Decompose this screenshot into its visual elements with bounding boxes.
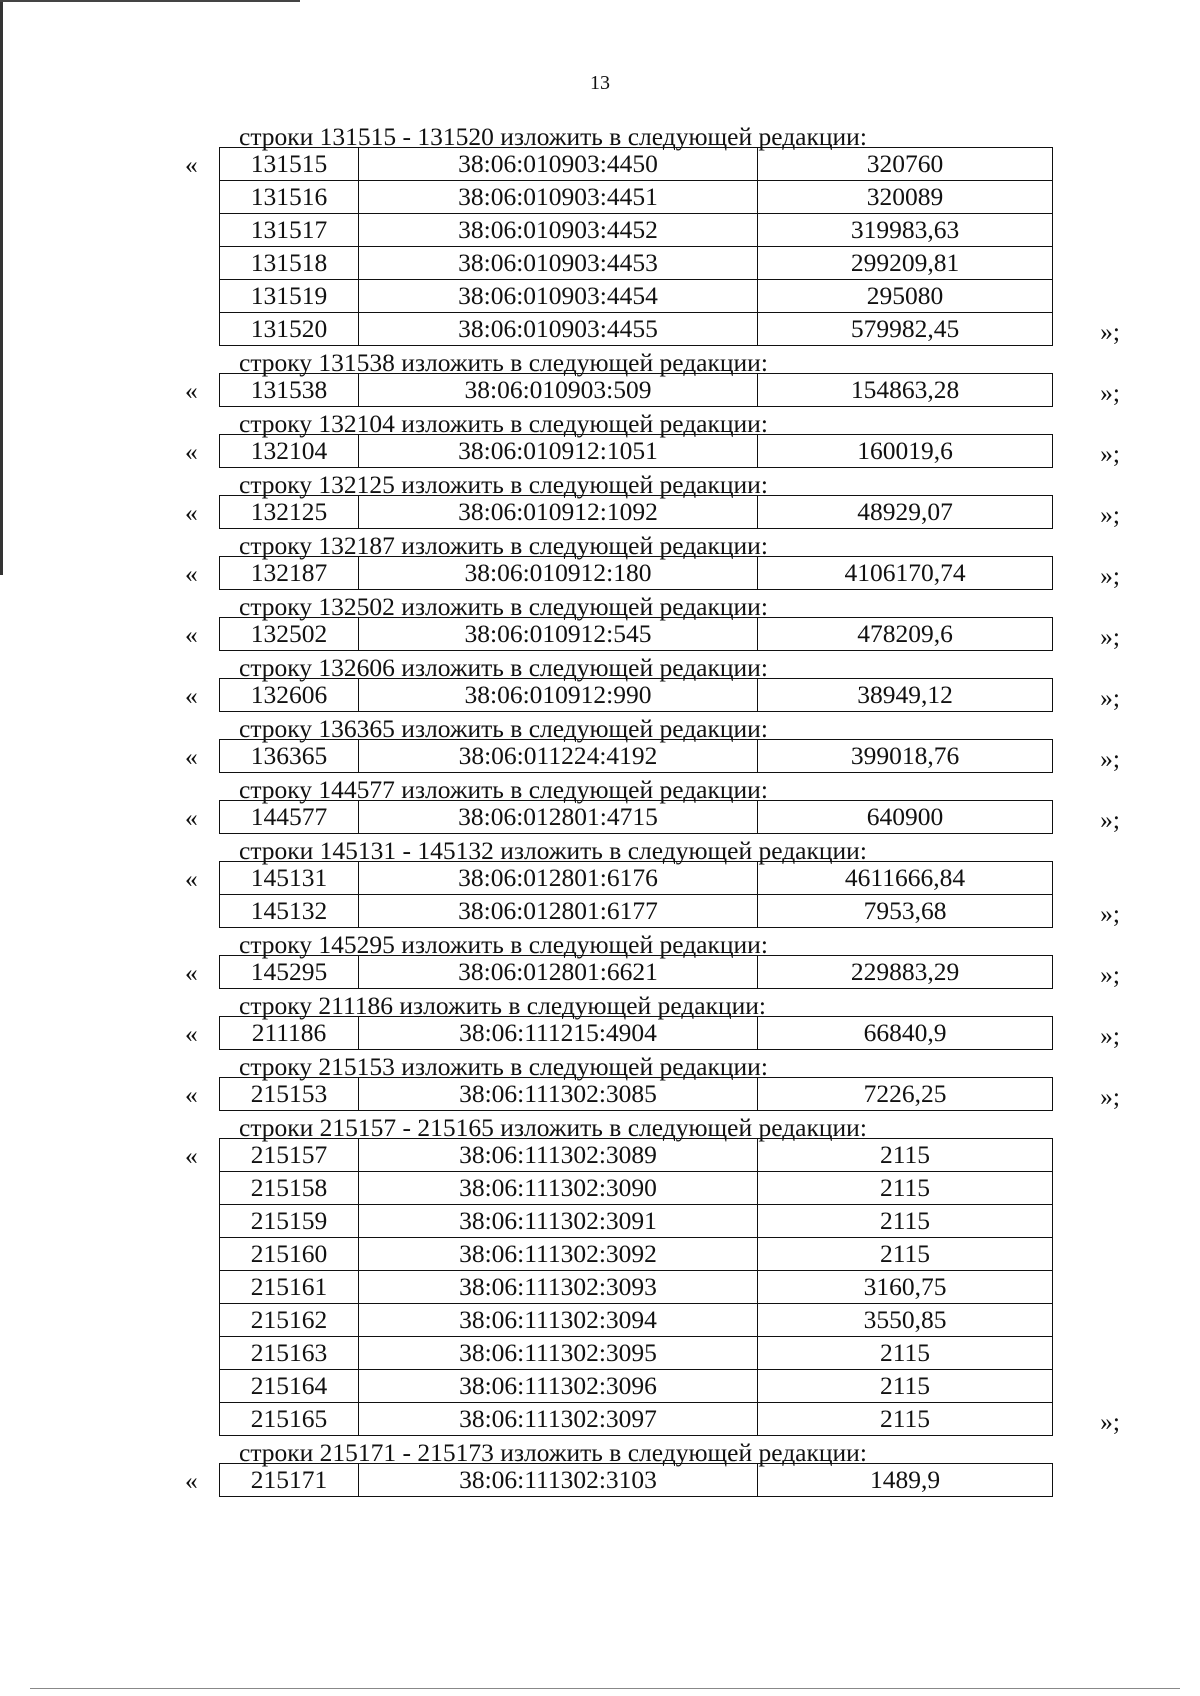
amendment-heading: строку 132187 изложить в следующей редакции:	[239, 531, 768, 560]
table-row	[220, 280, 1053, 313]
amendment-block	[185, 773, 1120, 834]
row-number-cell: 131520	[220, 313, 359, 346]
close-quote: »;	[1100, 1082, 1120, 1111]
close-quote: »;	[1100, 561, 1120, 590]
open-quote: «	[185, 1466, 198, 1495]
amendment-table-wrap	[185, 495, 1120, 529]
cadastral-number-cell: 38:06:111302:3093	[359, 1271, 758, 1304]
cadastral-number-cell: 38:06:012801:4715	[359, 801, 758, 834]
amendment-heading: строку 215153 изложить в следующей редакции:	[239, 1052, 768, 1081]
cadastral-number-cell: 38:06:010903:4452	[359, 214, 758, 247]
amendment-heading: строки 215157 - 215165 изложить в следующей редакции:	[239, 1113, 867, 1142]
amendment-table-wrap	[185, 1463, 1120, 1497]
row-number-cell: 131538	[220, 374, 359, 407]
amendment-table	[219, 147, 1053, 346]
amendment-table	[219, 861, 1053, 928]
value-cell: 160019,6	[758, 435, 1053, 468]
cadastral-number-cell: 38:06:111302:3089	[359, 1139, 758, 1172]
amendment-heading: строку 136365 изложить в следующей редакции:	[239, 714, 768, 743]
close-quote: »;	[1100, 960, 1120, 989]
close-quote: »;	[1100, 683, 1120, 712]
cadastral-number-cell: 38:06:010903:4454	[359, 280, 758, 313]
row-number-cell: 145295	[220, 956, 359, 989]
amendment-table	[219, 1138, 1053, 1436]
value-cell: 295080	[758, 280, 1053, 313]
value-cell: 2115	[758, 1238, 1053, 1271]
amendment-block	[185, 712, 1120, 773]
amendment-table	[219, 955, 1053, 989]
open-quote: «	[185, 1141, 198, 1170]
value-cell: 1489,9	[758, 1464, 1053, 1497]
open-quote: «	[185, 958, 198, 987]
amendment-table-wrap	[185, 678, 1120, 712]
row-number-cell: 131515	[220, 148, 359, 181]
open-quote: «	[185, 559, 198, 588]
row-number-cell: 131518	[220, 247, 359, 280]
cadastral-number-cell: 38:06:011224:4192	[359, 740, 758, 773]
table-row	[220, 801, 1053, 834]
value-cell: 399018,76	[758, 740, 1053, 773]
value-cell: 2115	[758, 1337, 1053, 1370]
amendment-table-wrap	[185, 556, 1120, 590]
cadastral-number-cell: 38:06:111302:3094	[359, 1304, 758, 1337]
amendment-block	[185, 1111, 1120, 1436]
table-row	[220, 496, 1053, 529]
cadastral-number-cell: 38:06:010903:4453	[359, 247, 758, 280]
row-number-cell: 131516	[220, 181, 359, 214]
page-number: 13	[590, 72, 610, 94]
row-number-cell: 132104	[220, 435, 359, 468]
table-row	[220, 1370, 1053, 1403]
row-number-cell: 132187	[220, 557, 359, 590]
amendment-heading: строку 131538 изложить в следующей редакции:	[239, 348, 768, 377]
amendment-heading: строки 145131 - 145132 изложить в следующей редакции:	[239, 836, 867, 865]
close-quote: »;	[1100, 378, 1120, 407]
table-row	[220, 247, 1053, 280]
table-row	[220, 1304, 1053, 1337]
amendment-block	[185, 590, 1120, 651]
amendment-block	[185, 651, 1120, 712]
amendment-table-wrap	[185, 434, 1120, 468]
open-quote: «	[185, 437, 198, 466]
amendment-block	[185, 468, 1120, 529]
amendment-table	[219, 1463, 1053, 1497]
table-row	[220, 956, 1053, 989]
value-cell: 320760	[758, 148, 1053, 181]
amendment-heading: строку 145295 изложить в следующей редакции:	[239, 930, 768, 959]
amendment-table	[219, 739, 1053, 773]
table-row	[220, 895, 1053, 928]
open-quote: «	[185, 1019, 198, 1048]
value-cell: 3160,75	[758, 1271, 1053, 1304]
amendment-table-wrap	[185, 1138, 1120, 1436]
document-body	[185, 120, 1120, 1497]
row-number-cell: 215165	[220, 1403, 359, 1436]
cadastral-number-cell: 38:06:012801:6176	[359, 862, 758, 895]
table-row	[220, 1078, 1053, 1111]
cadastral-number-cell: 38:06:111215:4904	[359, 1017, 758, 1050]
table-row	[220, 1464, 1053, 1497]
amendment-heading: строки 215171 - 215173 изложить в следующей редакции:	[239, 1438, 867, 1467]
value-cell: 478209,6	[758, 618, 1053, 651]
table-row	[220, 679, 1053, 712]
value-cell: 2115	[758, 1205, 1053, 1238]
amendment-block	[185, 1436, 1120, 1497]
table-row	[220, 1337, 1053, 1370]
close-quote: »;	[1100, 622, 1120, 651]
row-number-cell: 132125	[220, 496, 359, 529]
amendment-heading: строку 132104 изложить в следующей редакции:	[239, 409, 768, 438]
amendment-table-wrap	[185, 739, 1120, 773]
table-row	[220, 862, 1053, 895]
amendment-block	[185, 834, 1120, 928]
amendment-heading: строку 132606 изложить в следующей редакции:	[239, 653, 768, 682]
value-cell: 2115	[758, 1370, 1053, 1403]
amendment-heading: строку 132502 изложить в следующей редакции:	[239, 592, 768, 621]
close-quote: »;	[1100, 439, 1120, 468]
amendment-heading: строку 211186 изложить в следующей редакции:	[239, 991, 767, 1020]
row-number-cell: 145132	[220, 895, 359, 928]
amendment-table	[219, 800, 1053, 834]
open-quote: «	[185, 620, 198, 649]
cadastral-number-cell: 38:06:111302:3097	[359, 1403, 758, 1436]
cadastral-number-cell: 38:06:010912:545	[359, 618, 758, 651]
row-number-cell: 211186	[220, 1017, 359, 1050]
value-cell: 2115	[758, 1139, 1053, 1172]
cadastral-number-cell: 38:06:111302:3091	[359, 1205, 758, 1238]
amendment-block	[185, 989, 1120, 1050]
amendment-block	[185, 1050, 1120, 1111]
cadastral-number-cell: 38:06:111302:3095	[359, 1337, 758, 1370]
row-number-cell: 215162	[220, 1304, 359, 1337]
amendment-table-wrap	[185, 955, 1120, 989]
cadastral-number-cell: 38:06:010912:1092	[359, 496, 758, 529]
amendment-table-wrap	[185, 617, 1120, 651]
table-row	[220, 1139, 1053, 1172]
row-number-cell: 215160	[220, 1238, 359, 1271]
amendment-table-wrap	[185, 147, 1120, 346]
close-quote: »;	[1100, 1021, 1120, 1050]
amendment-heading: строки 131515 - 131520 изложить в следующей редакции:	[239, 122, 867, 151]
cadastral-number-cell: 38:06:012801:6177	[359, 895, 758, 928]
open-quote: «	[185, 376, 198, 405]
cadastral-number-cell: 38:06:010903:4455	[359, 313, 758, 346]
table-row	[220, 435, 1053, 468]
amendment-heading: строку 132125 изложить в следующей редакции:	[239, 470, 768, 499]
row-number-cell: 215158	[220, 1172, 359, 1205]
amendment-block	[185, 407, 1120, 468]
value-cell: 640900	[758, 801, 1053, 834]
open-quote: «	[185, 150, 198, 179]
amendment-table	[219, 434, 1053, 468]
table-row	[220, 1205, 1053, 1238]
table-row	[220, 313, 1053, 346]
value-cell: 579982,45	[758, 313, 1053, 346]
open-quote: «	[185, 742, 198, 771]
value-cell: 7226,25	[758, 1078, 1053, 1111]
value-cell: 320089	[758, 181, 1053, 214]
close-quote: »;	[1100, 317, 1120, 346]
amendment-table	[219, 1016, 1053, 1050]
amendment-heading: строку 144577 изложить в следующей редакции:	[239, 775, 768, 804]
value-cell: 2115	[758, 1172, 1053, 1205]
row-number-cell: 215171	[220, 1464, 359, 1497]
cadastral-number-cell: 38:06:010912:1051	[359, 435, 758, 468]
cadastral-number-cell: 38:06:111302:3092	[359, 1238, 758, 1271]
table-row	[220, 374, 1053, 407]
amendment-table	[219, 678, 1053, 712]
cadastral-number-cell: 38:06:010912:990	[359, 679, 758, 712]
row-number-cell: 215163	[220, 1337, 359, 1370]
value-cell: 48929,07	[758, 496, 1053, 529]
scan-edge-mark	[30, 1688, 1180, 1689]
open-quote: «	[185, 803, 198, 832]
amendment-table	[219, 373, 1053, 407]
amendment-table-wrap	[185, 1077, 1120, 1111]
close-quote: »;	[1100, 805, 1120, 834]
cadastral-number-cell: 38:06:010912:180	[359, 557, 758, 590]
cadastral-number-cell: 38:06:111302:3090	[359, 1172, 758, 1205]
value-cell: 299209,81	[758, 247, 1053, 280]
cadastral-number-cell: 38:06:111302:3103	[359, 1464, 758, 1497]
amendment-table	[219, 617, 1053, 651]
row-number-cell: 136365	[220, 740, 359, 773]
amendment-table-wrap	[185, 373, 1120, 407]
table-row	[220, 1017, 1053, 1050]
row-number-cell: 145131	[220, 862, 359, 895]
value-cell: 7953,68	[758, 895, 1053, 928]
row-number-cell: 215164	[220, 1370, 359, 1403]
row-number-cell: 215161	[220, 1271, 359, 1304]
table-row	[220, 1271, 1053, 1304]
amendment-block	[185, 928, 1120, 989]
value-cell: 38949,12	[758, 679, 1053, 712]
row-number-cell: 215159	[220, 1205, 359, 1238]
open-quote: «	[185, 498, 198, 527]
amendment-table	[219, 556, 1053, 590]
row-number-cell: 215157	[220, 1139, 359, 1172]
close-quote: »;	[1100, 744, 1120, 773]
cadastral-number-cell: 38:06:010903:509	[359, 374, 758, 407]
value-cell: 154863,28	[758, 374, 1053, 407]
table-row	[220, 214, 1053, 247]
amendment-table-wrap	[185, 1016, 1120, 1050]
cadastral-number-cell: 38:06:010903:4450	[359, 148, 758, 181]
value-cell: 4106170,74	[758, 557, 1053, 590]
value-cell: 3550,85	[758, 1304, 1053, 1337]
table-row	[220, 181, 1053, 214]
table-row	[220, 1403, 1053, 1436]
amendment-block	[185, 529, 1120, 590]
table-row	[220, 740, 1053, 773]
close-quote: »;	[1100, 1407, 1120, 1436]
value-cell: 66840,9	[758, 1017, 1053, 1050]
cadastral-number-cell: 38:06:111302:3085	[359, 1078, 758, 1111]
value-cell: 229883,29	[758, 956, 1053, 989]
value-cell: 4611666,84	[758, 862, 1053, 895]
cadastral-number-cell: 38:06:012801:6621	[359, 956, 758, 989]
open-quote: «	[185, 864, 198, 893]
amendment-table	[219, 1077, 1053, 1111]
amendment-table-wrap	[185, 861, 1120, 928]
value-cell: 319983,63	[758, 214, 1053, 247]
value-cell: 2115	[758, 1403, 1053, 1436]
close-quote: »;	[1100, 899, 1120, 928]
table-row	[220, 1172, 1053, 1205]
table-row	[220, 618, 1053, 651]
row-number-cell: 144577	[220, 801, 359, 834]
table-row	[220, 148, 1053, 181]
cadastral-number-cell: 38:06:010903:4451	[359, 181, 758, 214]
row-number-cell: 215153	[220, 1078, 359, 1111]
amendment-table-wrap	[185, 800, 1120, 834]
open-quote: «	[185, 681, 198, 710]
amendment-table	[219, 495, 1053, 529]
table-row	[220, 1238, 1053, 1271]
row-number-cell: 132502	[220, 618, 359, 651]
close-quote: »;	[1100, 500, 1120, 529]
table-row	[220, 557, 1053, 590]
scan-edge-mark	[0, 0, 300, 2]
row-number-cell: 132606	[220, 679, 359, 712]
cadastral-number-cell: 38:06:111302:3096	[359, 1370, 758, 1403]
open-quote: «	[185, 1080, 198, 1109]
amendment-block	[185, 120, 1120, 346]
amendment-block	[185, 346, 1120, 407]
row-number-cell: 131517	[220, 214, 359, 247]
row-number-cell: 131519	[220, 280, 359, 313]
